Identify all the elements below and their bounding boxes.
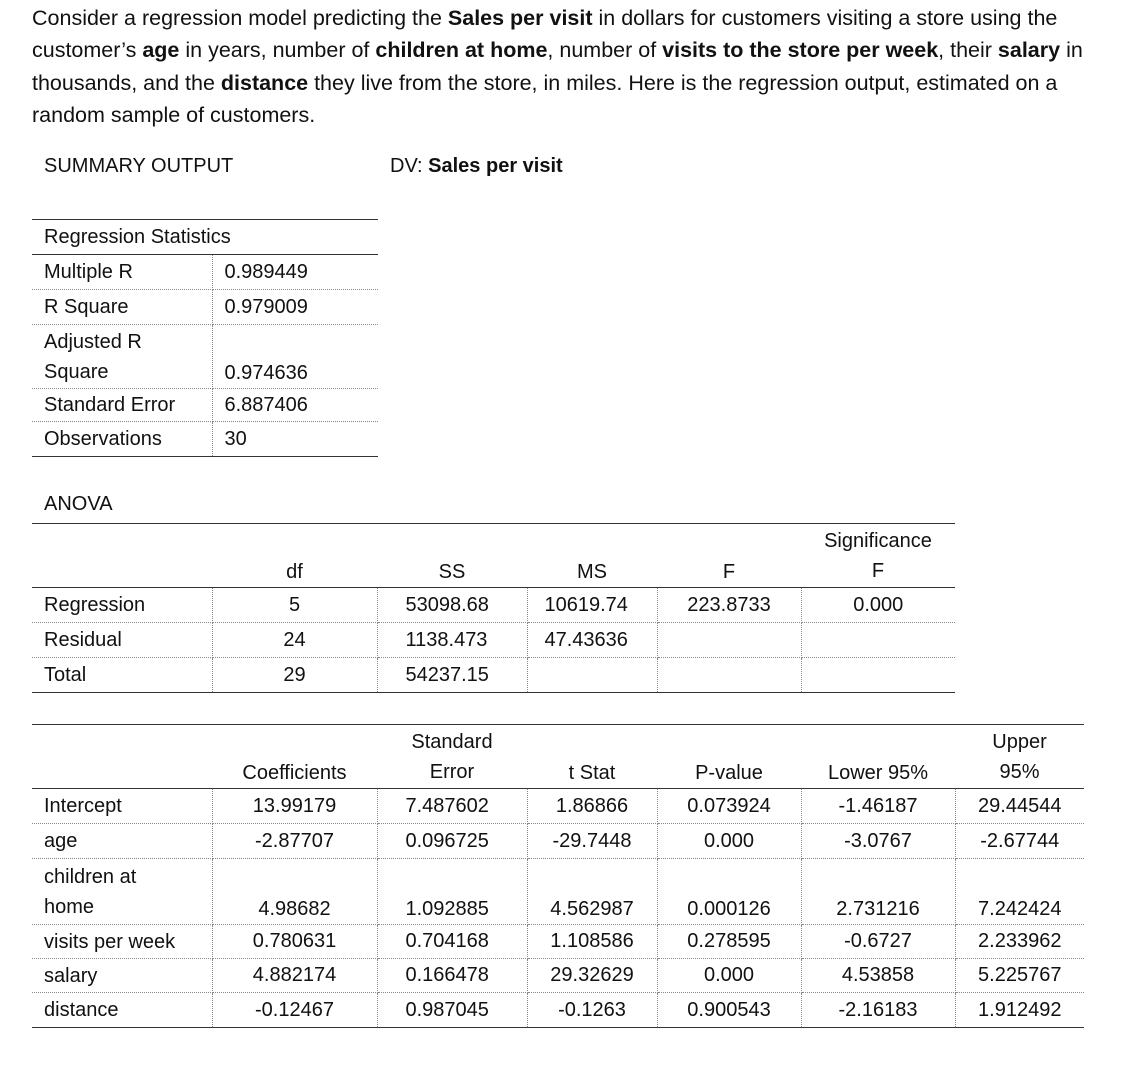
- anova-row-label: Total: [32, 658, 212, 693]
- stat-value: 0.974636: [212, 325, 378, 389]
- stat-label: Multiple R: [32, 255, 212, 290]
- coef-header-p-value: P-value: [657, 725, 801, 789]
- anova-header-f: F: [657, 524, 801, 588]
- coef-cell: -2.67744: [955, 824, 1084, 859]
- regression-statistics-table: [32, 219, 378, 457]
- anova-cell: [527, 658, 657, 693]
- coef-row-label: Intercept: [32, 789, 212, 824]
- stat-label: Standard Error: [32, 389, 212, 422]
- coef-cell: 7.242424: [955, 859, 1084, 925]
- coef-cell: 0.166478: [377, 959, 527, 993]
- coef-cell: -2.16183: [801, 993, 955, 1028]
- intro-paragraph: Consider a regression model predicting the Sales per visit in dollars for customers visiting a store using the customer’s age in years, number of children at home, number of visits to the store per week, their salary in thousands, and the distance they live from the store, in miles. Here is the regression output, estimated on a random sample of customers.: [32, 6, 1083, 127]
- stat-value: 30: [212, 422, 378, 457]
- coef-cell: -2.87707: [212, 824, 377, 859]
- coef-cell: 1.108586: [527, 925, 657, 959]
- stat-value: 0.979009: [212, 290, 378, 325]
- dependent-variable-label: DV: Sales per visit: [390, 155, 563, 177]
- anova-cell: 1138.473: [377, 623, 527, 658]
- anova-cell: 47.43636: [527, 623, 657, 658]
- coef-cell: 1.092885: [377, 859, 527, 925]
- stat-value: 6.887406: [212, 389, 378, 422]
- anova-cell: 10619.74: [527, 588, 657, 623]
- anova-cell: [657, 623, 801, 658]
- coef-cell: 0.900543: [657, 993, 801, 1028]
- anova-row-label: Regression: [32, 588, 212, 623]
- coef-cell: 2.233962: [955, 925, 1084, 959]
- coef-cell: -29.7448: [527, 824, 657, 859]
- coef-cell: 5.225767: [955, 959, 1084, 993]
- coef-cell: -0.1263: [527, 993, 657, 1028]
- coefficients-table: [32, 724, 1084, 1028]
- coef-cell: 0.704168: [377, 925, 527, 959]
- anova-table: [32, 523, 955, 693]
- coef-header-lower-95: Lower 95%: [801, 725, 955, 789]
- anova-cell: 29: [212, 658, 377, 693]
- coef-cell: 1.86866: [527, 789, 657, 824]
- coef-cell: 0.780631: [212, 925, 377, 959]
- coef-row-label: distance: [32, 993, 212, 1028]
- anova-header-significance-f: Significance F: [801, 524, 955, 588]
- anova-header-blank: [32, 524, 212, 588]
- anova-cell: 5: [212, 588, 377, 623]
- coef-cell: 4.882174: [212, 959, 377, 993]
- coef-row-label: children at home: [32, 859, 212, 925]
- stat-label: R Square: [32, 290, 212, 325]
- coef-cell: 0.278595: [657, 925, 801, 959]
- anova-cell: [801, 623, 955, 658]
- coef-cell: 4.98682: [212, 859, 377, 925]
- coef-cell: 7.487602: [377, 789, 527, 824]
- coef-cell: -1.46187: [801, 789, 955, 824]
- anova-cell: [801, 658, 955, 693]
- coef-row-label: salary: [32, 959, 212, 993]
- coef-cell: 1.912492: [955, 993, 1084, 1028]
- coef-header-upper-95: Upper 95%: [955, 725, 1084, 789]
- stat-label: Adjusted R Square: [32, 325, 212, 389]
- coef-cell: 0.073924: [657, 789, 801, 824]
- coef-cell: 4.562987: [527, 859, 657, 925]
- anova-title: ANOVA: [44, 493, 113, 515]
- anova-cell: 0.000: [801, 588, 955, 623]
- coef-header-blank: [32, 725, 212, 789]
- anova-row-label: Residual: [32, 623, 212, 658]
- anova-header-ss: SS: [377, 524, 527, 588]
- anova-cell: 24: [212, 623, 377, 658]
- coef-cell: 29.32629: [527, 959, 657, 993]
- regression-statistics-header: Regression Statistics: [32, 220, 378, 255]
- coef-cell: 0.096725: [377, 824, 527, 859]
- coef-cell: 29.44544: [955, 789, 1084, 824]
- coef-header-coefficients: Coefficients: [212, 725, 377, 789]
- coef-row-label: visits per week: [32, 925, 212, 959]
- coef-cell: 0.000126: [657, 859, 801, 925]
- anova-header-ms: MS: [527, 524, 657, 588]
- stat-value: 0.989449: [212, 255, 378, 290]
- anova-header-df: df: [212, 524, 377, 588]
- coef-cell: 0.000: [657, 959, 801, 993]
- coef-cell: 4.53858: [801, 959, 955, 993]
- coef-cell: 13.99179: [212, 789, 377, 824]
- coef-cell: 2.731216: [801, 859, 955, 925]
- coef-cell: 0.987045: [377, 993, 527, 1028]
- coef-header-standard-error: Standard Error: [377, 725, 527, 789]
- coef-cell: 0.000: [657, 824, 801, 859]
- coef-cell: -0.12467: [212, 993, 377, 1028]
- coef-row-label: age: [32, 824, 212, 859]
- anova-cell: 223.8733: [657, 588, 801, 623]
- anova-cell: 53098.68: [377, 588, 527, 623]
- coef-header-t-stat: t Stat: [527, 725, 657, 789]
- summary-output-title: SUMMARY OUTPUT: [44, 155, 234, 177]
- anova-cell: 54237.15: [377, 658, 527, 693]
- anova-cell: [657, 658, 801, 693]
- coef-cell: -0.6727: [801, 925, 955, 959]
- stat-label: Observations: [32, 422, 212, 457]
- coef-cell: -3.0767: [801, 824, 955, 859]
